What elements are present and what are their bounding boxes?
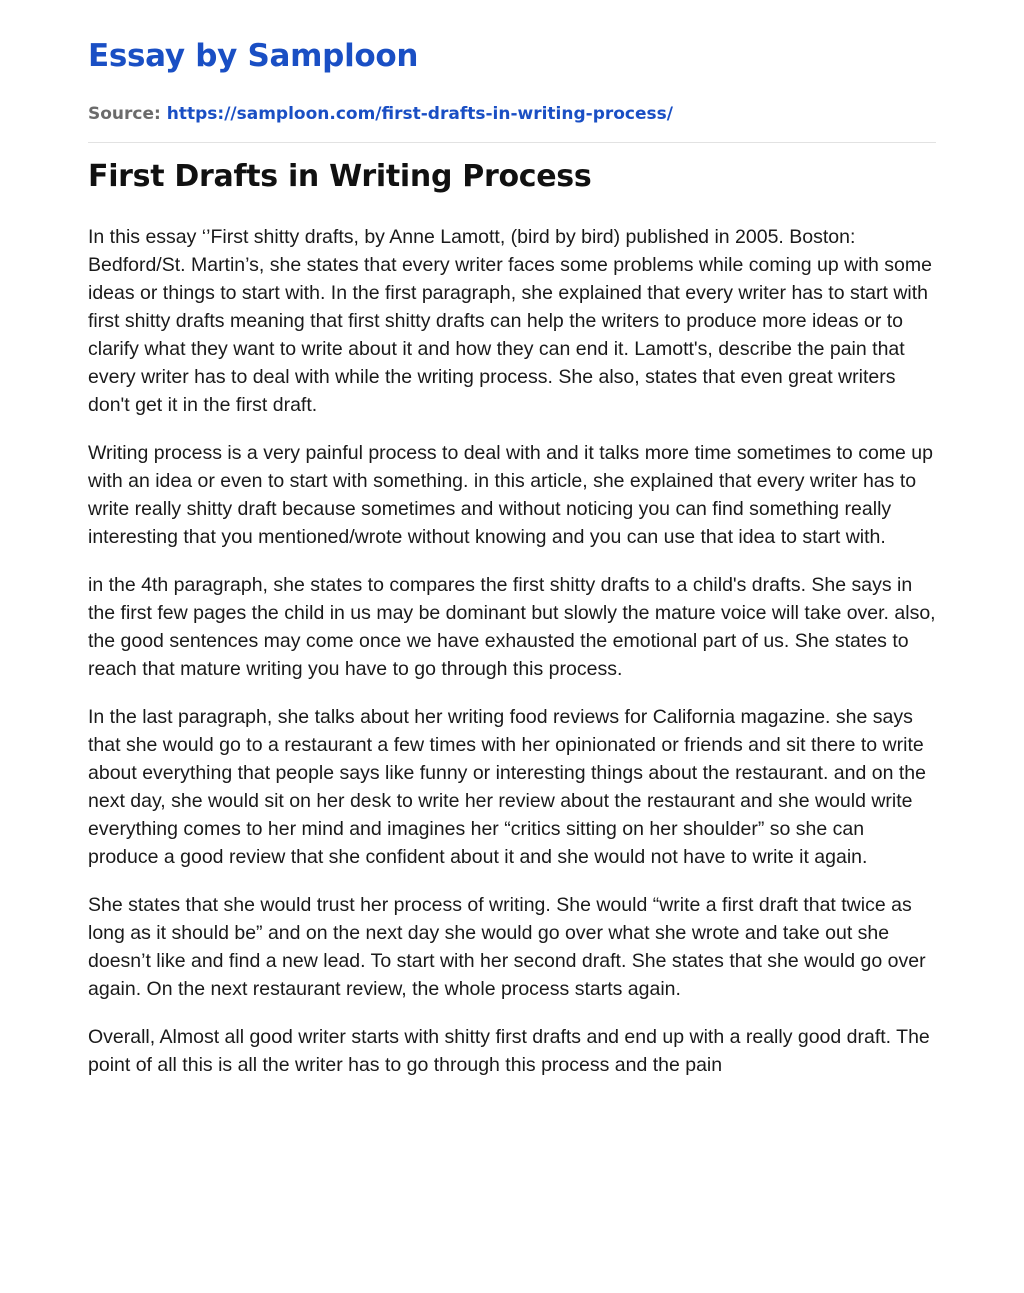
paragraph: Overall, Almost all good writer starts with shitty first drafts and end up with a really good draft. The point of all this is all the writer has to go through this process and the pain (88, 1026, 930, 1076)
paragraph: Writing process is a very painful process to deal with and it talks more time sometimes to come up with an idea or even to start with something. in this article, she explained that every writer has to write really shitty draft because sometimes and without noticing you can find something really interesting that you mentioned/wrote without knowing and you can use that idea to start with. (88, 442, 933, 548)
paragraph: In this essay ‘’First shitty drafts, by Anne Lamott, (bird by bird) published in 2005. Boston: Bedford/St. Martin’s, she states that every writer faces some problems while coming up with some ideas or things to start with. In the first paragraph, she explained that every writer has to start with first shitty drafts meaning that first shitty drafts can help the writers to produce more ideas or to clarify what they want to write about it and how they can end it. Lamott's, describe the pain that every writer has to deal with while the writing process. She also, states that even great writers don't get it in the first draft. (88, 226, 932, 416)
article-title: First Drafts in Writing Process (88, 159, 592, 194)
article-body (88, 223, 936, 1079)
source-line (88, 102, 936, 126)
source-link[interactable]: https://samploon.com/first-drafts-in-writing-process/ (166, 104, 673, 124)
source-label: Source: (88, 104, 161, 124)
paragraph: in the 4th paragraph, she states to compares the first shitty drafts to a child's drafts. She says in the first few pages the child in us may be dominant but slowly the mature voice will take over. also, the good sentences may come once we have exhausted the emotional part of us. She states to reach that mature writing you have to go through this process. (88, 574, 936, 680)
site-brand: Essay by Samploon (88, 38, 419, 74)
paragraph: In the last paragraph, she talks about her writing food reviews for California magazine. she says that she would go to a restaurant a few times with her opinionated or friends and sit there to write about everything that people says like funny or interesting things about the restaurant. and on the next day, she would sit on her desk to write her review about the restaurant and she would write everything comes to her mind and imagines her “critics sitting on her shoulder” so she can produce a good review that she confident about it and she would not have to write it again. (88, 706, 926, 868)
paragraph: She states that she would trust her process of writing. She would “write a first draft that twice as long as it should be” and on the next day she would go over what she wrote and take out she doesn’t like and find a new lead. To start with her second draft. She states that she would go over again. On the next restaurant review, the whole process starts again. (88, 894, 926, 1000)
